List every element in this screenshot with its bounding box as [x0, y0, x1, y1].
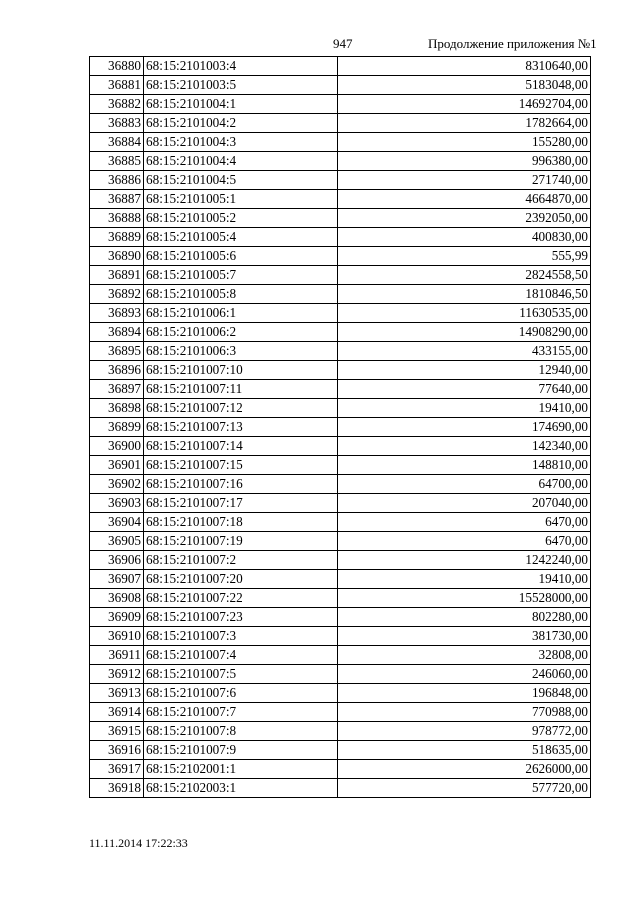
row-number: 36907: [90, 570, 144, 589]
table-row: [90, 513, 591, 532]
cadastral-value: 12940,00: [338, 361, 591, 380]
table-row: [90, 342, 591, 361]
cadastral-number: 68:15:2101007:3: [144, 627, 338, 646]
table-row: [90, 95, 591, 114]
row-number: 36909: [90, 608, 144, 627]
cadastral-number: 68:15:2101007:12: [144, 399, 338, 418]
cadastral-number: 68:15:2101006:2: [144, 323, 338, 342]
table-row: [90, 779, 591, 798]
row-number: 36887: [90, 190, 144, 209]
cadastral-number: 68:15:2101007:23: [144, 608, 338, 627]
cadastral-number: 68:15:2101007:20: [144, 570, 338, 589]
table-row: [90, 475, 591, 494]
cadastral-number: 68:15:2101006:1: [144, 304, 338, 323]
row-number: 36915: [90, 722, 144, 741]
table-row: [90, 380, 591, 399]
cadastral-value: 19410,00: [338, 570, 591, 589]
row-number: 36911: [90, 646, 144, 665]
table-row: [90, 456, 591, 475]
cadastral-number: 68:15:2101005:1: [144, 190, 338, 209]
table-row: [90, 76, 591, 95]
cadastral-value: 381730,00: [338, 627, 591, 646]
cadastral-number: 68:15:2101004:3: [144, 133, 338, 152]
cadastral-value: 19410,00: [338, 399, 591, 418]
cadastral-value: 142340,00: [338, 437, 591, 456]
table-row: [90, 608, 591, 627]
cadastral-value: 246060,00: [338, 665, 591, 684]
row-number: 36888: [90, 209, 144, 228]
cadastral-value: 5183048,00: [338, 76, 591, 95]
cadastral-number: 68:15:2101004:4: [144, 152, 338, 171]
cadastral-value: 6470,00: [338, 513, 591, 532]
cadastral-value: 802280,00: [338, 608, 591, 627]
row-number: 36910: [90, 627, 144, 646]
table-row: [90, 133, 591, 152]
table-row: [90, 228, 591, 247]
table-row: [90, 703, 591, 722]
cadastral-number: 68:15:2101005:4: [144, 228, 338, 247]
cadastral-number: 68:15:2101007:11: [144, 380, 338, 399]
cadastral-number: 68:15:2101007:14: [144, 437, 338, 456]
cadastral-value: 2824558,50: [338, 266, 591, 285]
row-number: 36897: [90, 380, 144, 399]
row-number: 36899: [90, 418, 144, 437]
row-number: 36881: [90, 76, 144, 95]
cadastral-value: 64700,00: [338, 475, 591, 494]
cadastral-value: 14908290,00: [338, 323, 591, 342]
row-number: 36918: [90, 779, 144, 798]
cadastral-value: 2392050,00: [338, 209, 591, 228]
cadastral-number: 68:15:2101004:5: [144, 171, 338, 190]
table-row: [90, 304, 591, 323]
row-number: 36902: [90, 475, 144, 494]
row-number: 36889: [90, 228, 144, 247]
row-number: 36898: [90, 399, 144, 418]
table-row: [90, 437, 591, 456]
table-row: [90, 171, 591, 190]
table-row: [90, 646, 591, 665]
appendix-continuation-label: Продолжение приложения №1: [428, 36, 597, 51]
table-row: [90, 361, 591, 380]
cadastral-number: 68:15:2101007:9: [144, 741, 338, 760]
cadastral-number: 68:15:2101007:22: [144, 589, 338, 608]
cadastral-value: 271740,00: [338, 171, 591, 190]
table-row: [90, 665, 591, 684]
cadastral-value: 1782664,00: [338, 114, 591, 133]
row-number: 36914: [90, 703, 144, 722]
cadastral-number: 68:15:2101004:2: [144, 114, 338, 133]
row-number: 36893: [90, 304, 144, 323]
row-number: 36891: [90, 266, 144, 285]
row-number: 36903: [90, 494, 144, 513]
table-row: [90, 266, 591, 285]
cadastral-value: 14692704,00: [338, 95, 591, 114]
cadastral-number: 68:15:2101007:5: [144, 665, 338, 684]
table-row: [90, 551, 591, 570]
cadastral-value: 555,99: [338, 247, 591, 266]
table-row: [90, 589, 591, 608]
cadastral-number: 68:15:2101007:19: [144, 532, 338, 551]
cadastral-number: 68:15:2101007:4: [144, 646, 338, 665]
cadastral-value: 77640,00: [338, 380, 591, 399]
row-number: 36917: [90, 760, 144, 779]
print-timestamp: 11.11.2014 17:22:33: [89, 836, 188, 850]
table-row: [90, 494, 591, 513]
table-row: [90, 323, 591, 342]
table-row: [90, 247, 591, 266]
table-row: [90, 570, 591, 589]
cadastral-number: 68:15:2101006:3: [144, 342, 338, 361]
table-row: [90, 285, 591, 304]
row-number: 36890: [90, 247, 144, 266]
cadastral-value: 15528000,00: [338, 589, 591, 608]
cadastral-number: 68:15:2101005:7: [144, 266, 338, 285]
table-row: [90, 190, 591, 209]
cadastral-number: 68:15:2101007:15: [144, 456, 338, 475]
cadastral-number: 68:15:2101003:5: [144, 76, 338, 95]
table-row: [90, 684, 591, 703]
cadastral-number: 68:15:2101007:6: [144, 684, 338, 703]
cadastral-value: 207040,00: [338, 494, 591, 513]
row-number: 36885: [90, 152, 144, 171]
table-row: [90, 399, 591, 418]
cadastral-number: 68:15:2101007:16: [144, 475, 338, 494]
cadastral-value-table: [89, 56, 591, 798]
table-row: [90, 114, 591, 133]
cadastral-number: 68:15:2101005:2: [144, 209, 338, 228]
row-number: 36908: [90, 589, 144, 608]
row-number: 36906: [90, 551, 144, 570]
cadastral-value: 32808,00: [338, 646, 591, 665]
cadastral-number: 68:15:2101005:6: [144, 247, 338, 266]
cadastral-number: 68:15:2101005:8: [144, 285, 338, 304]
row-number: 36912: [90, 665, 144, 684]
cadastral-value: 996380,00: [338, 152, 591, 171]
row-number: 36894: [90, 323, 144, 342]
row-number: 36901: [90, 456, 144, 475]
cadastral-value: 1810846,50: [338, 285, 591, 304]
row-number: 36895: [90, 342, 144, 361]
table-row: [90, 209, 591, 228]
cadastral-number: 68:15:2102003:1: [144, 779, 338, 798]
row-number: 36884: [90, 133, 144, 152]
row-number: 36892: [90, 285, 144, 304]
cadastral-number: 68:15:2101007:18: [144, 513, 338, 532]
cadastral-value: 2626000,00: [338, 760, 591, 779]
cadastral-number: 68:15:2101007:10: [144, 361, 338, 380]
cadastral-value: 11630535,00: [338, 304, 591, 323]
cadastral-value: 8310640,00: [338, 57, 591, 76]
table-row: [90, 722, 591, 741]
table-body: [90, 57, 591, 798]
cadastral-value: 577720,00: [338, 779, 591, 798]
cadastral-value: 155280,00: [338, 133, 591, 152]
row-number: 36882: [90, 95, 144, 114]
cadastral-number: 68:15:2101007:8: [144, 722, 338, 741]
row-number: 36886: [90, 171, 144, 190]
cadastral-number: 68:15:2101004:1: [144, 95, 338, 114]
cadastral-number: 68:15:2101007:13: [144, 418, 338, 437]
cadastral-number: 68:15:2101007:17: [144, 494, 338, 513]
cadastral-value: 400830,00: [338, 228, 591, 247]
table-row: [90, 532, 591, 551]
row-number: 36896: [90, 361, 144, 380]
cadastral-value: 148810,00: [338, 456, 591, 475]
cadastral-value: 1242240,00: [338, 551, 591, 570]
cadastral-value: 978772,00: [338, 722, 591, 741]
cadastral-number: 68:15:2101003:4: [144, 57, 338, 76]
cadastral-value: 6470,00: [338, 532, 591, 551]
row-number: 36883: [90, 114, 144, 133]
cadastral-value: 174690,00: [338, 418, 591, 437]
row-number: 36900: [90, 437, 144, 456]
row-number: 36880: [90, 57, 144, 76]
cadastral-value: 4664870,00: [338, 190, 591, 209]
cadastral-value: 770988,00: [338, 703, 591, 722]
table-row: [90, 760, 591, 779]
row-number: 36905: [90, 532, 144, 551]
row-number: 36904: [90, 513, 144, 532]
cadastral-value: 518635,00: [338, 741, 591, 760]
page-number: 947: [333, 36, 353, 51]
table-row: [90, 152, 591, 171]
row-number: 36916: [90, 741, 144, 760]
cadastral-number: 68:15:2102001:1: [144, 760, 338, 779]
cadastral-value: 196848,00: [338, 684, 591, 703]
table-row: [90, 418, 591, 437]
table-row: [90, 627, 591, 646]
cadastral-number: 68:15:2101007:2: [144, 551, 338, 570]
table-row: [90, 741, 591, 760]
table-row: [90, 57, 591, 76]
cadastral-number: 68:15:2101007:7: [144, 703, 338, 722]
row-number: 36913: [90, 684, 144, 703]
cadastral-value: 433155,00: [338, 342, 591, 361]
